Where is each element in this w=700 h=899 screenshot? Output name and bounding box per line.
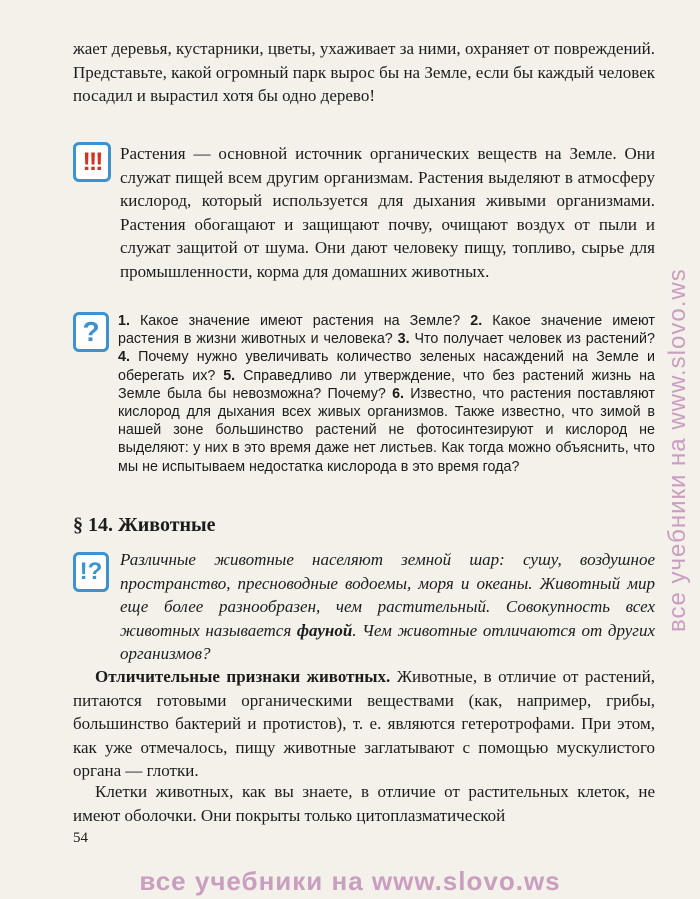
paragraph-text: Животные, в отличие от растений, питаются готовыми органическими веществами (как, например, грибы, большинство бактерий и протистов), т. е. являются гетеротрофами. При этом, как уже отмечалось, пищу животные заглатывают с помощью мускулистого органа — глотки.	[73, 667, 656, 781]
question-text: Известно, что растения поставляют кислород для дыхания всех живых организмов. Также известно, что зимой в нашей зоне большинство растений не фотосинтезируют и кислород не выделяют: у них в это время даже нет листьев. Как тогда можно объяснить, что мы не испытываем недостатка кислорода в это время года?	[118, 385, 655, 475]
paragraph-features	[73, 665, 655, 783]
section-intro	[120, 548, 655, 666]
watermark-side: все учебники на www.slovo.ws	[664, 268, 691, 632]
question-number: 3.	[397, 331, 410, 348]
watermark-bottom: все учебники на www.slovo.ws	[139, 866, 561, 896]
paragraph-cells: Клетки животных, как вы знаете, в отличие от растительных клеток, не имеют оболочки. Они покрыты только цитоплазматической	[73, 782, 655, 825]
intro-text-end: . Чем животные отличаются от других организмов?	[120, 620, 655, 664]
question-number: 1.	[118, 313, 130, 329]
exclamation-icon: !!!	[73, 142, 111, 182]
page-number: 54	[73, 830, 88, 846]
review-questions	[118, 312, 655, 476]
question-number: 6.	[392, 385, 405, 402]
question-icon: ?	[73, 312, 109, 352]
paragraph-top: жает деревья, кустарники, цветы, ухаживает за ними, охраняет от повреждений. Представьте, какой огромный парк вырос бы на Земле, если бы каждый человек посадил и вырастил хотя бы одно дерево!	[73, 39, 655, 106]
question-text: Что получает человек из растений?	[414, 331, 655, 348]
question-text: Справедливо ли утверждение, что без растений жизнь на Земле была бы невозможна? Почему?	[118, 367, 655, 402]
question-number: 5.	[223, 367, 236, 384]
intro-text: Различные животные населяют земной шар: сушу, воздушное пространство, пресноводные водоемы, моря и океаны. Животный мир еще более разнообразен, чем растительный. Совокупность всех животных называется	[120, 550, 655, 640]
question-number: 4.	[118, 349, 130, 366]
question-number: 2.	[470, 313, 483, 329]
important-note: Растения — основной источник органических веществ на Земле. Они служат пищей всем другим организмам. Растения выделяют в атмосферу кислород, который используется для дыхания живыми организмами. Растения обогащают и защищают почву, очищают воздух от пыли и служат защитой от шума. Они дают человеку пищу, топливо, сырье для промышленности, корма для домашних животных.	[120, 144, 655, 281]
paragraph-title: Отличительные признаки животных.	[95, 667, 391, 686]
question-text: Какое значение имеют растения на Земле?	[139, 313, 461, 329]
question-text: Почему нужно увеличивать количество зеленых насаждений на Земле и оберегать их?	[118, 349, 655, 384]
exclamation-question-icon: !?	[73, 552, 109, 592]
intro-term: фауной	[296, 620, 353, 640]
question-text: Какое значение имеют растения в жизни животных и человека?	[118, 313, 655, 348]
section-heading: § 14. Животные	[73, 514, 216, 536]
